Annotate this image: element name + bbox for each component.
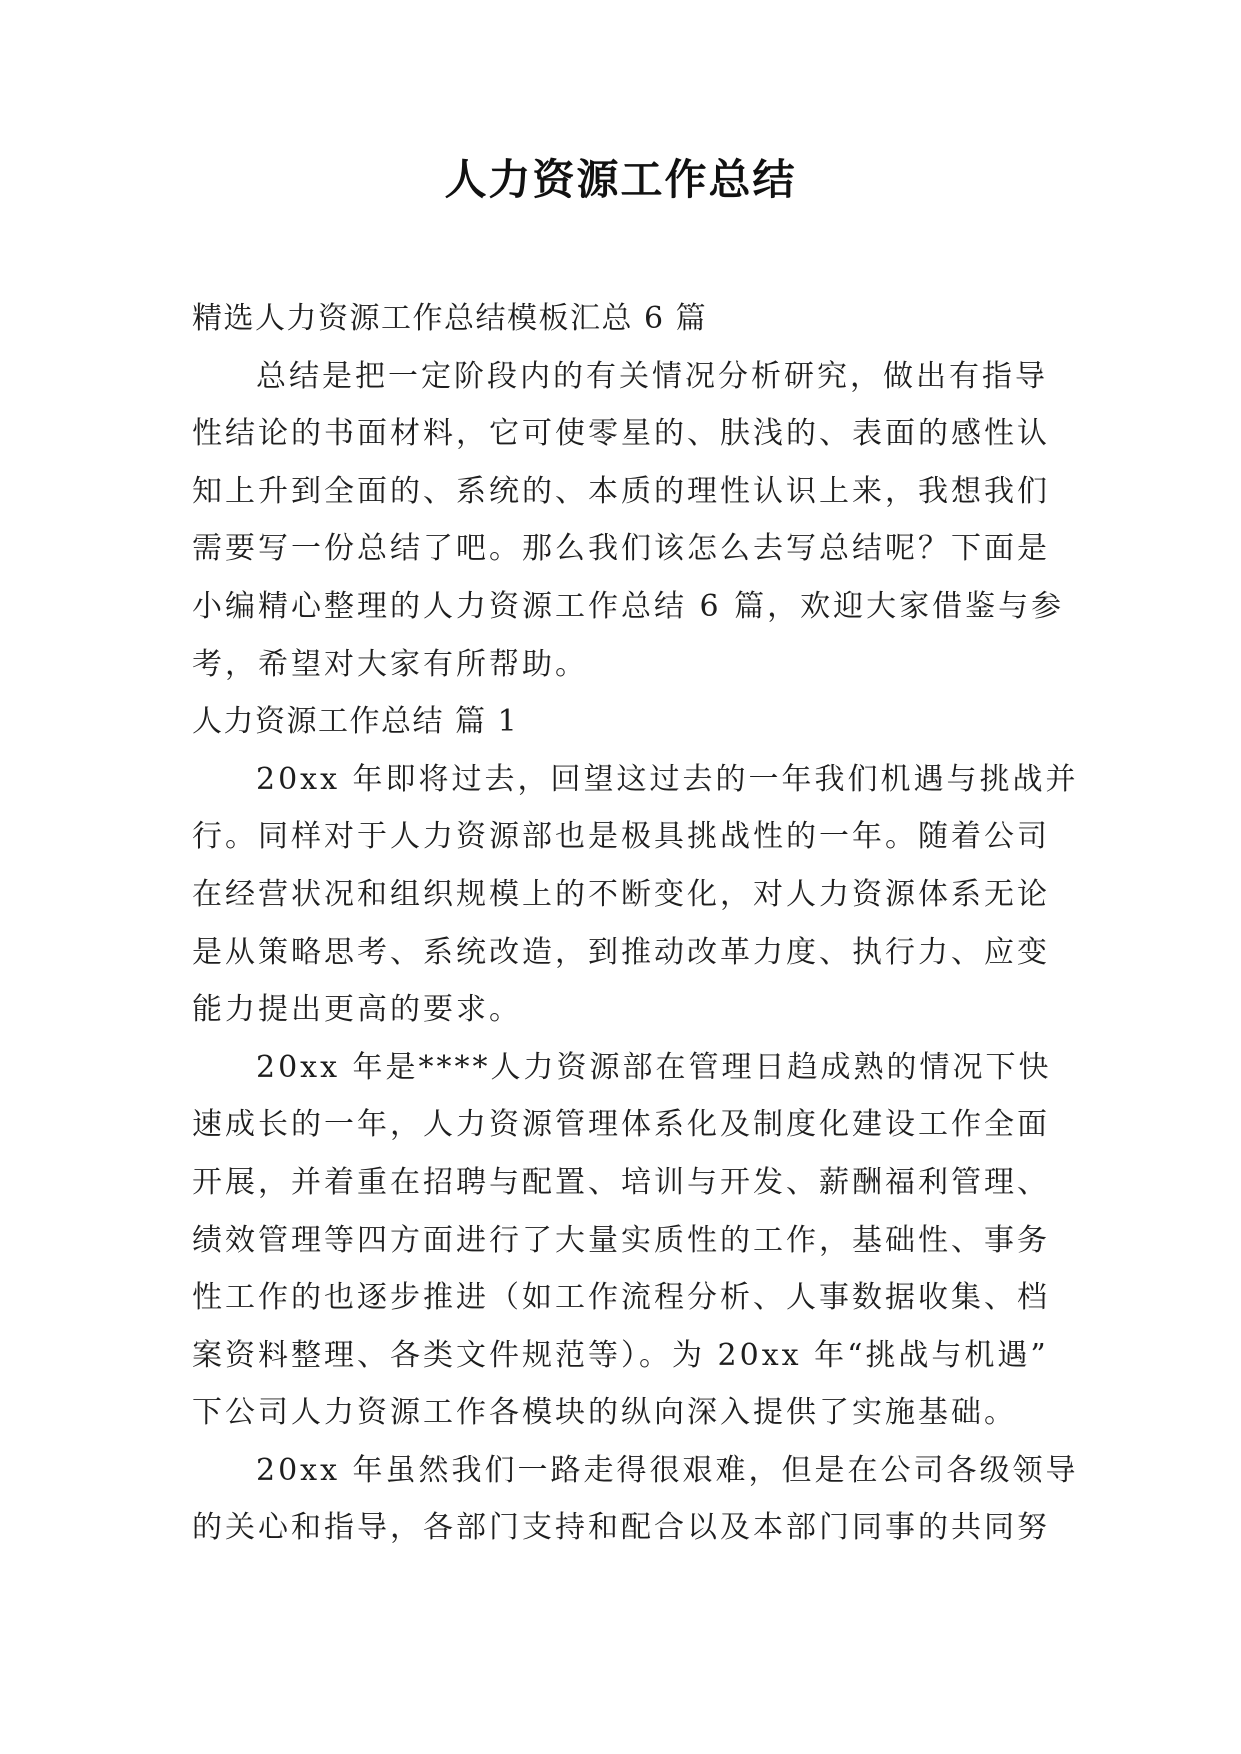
paragraph-line: 20xx 年是****人力资源部在管理日趋成熟的情况下快: [256, 1049, 1052, 1085]
paragraph-line: 20xx 年即将过去，回望这过去的一年我们机遇与挑战并: [256, 761, 1079, 797]
paragraph-line: 性工作的也逐步推进（如工作流程分析、人事数据收集、档: [192, 1280, 1050, 1316]
paragraph-line: 需要写一份总结了吧。那么我们该怎么去写总结呢？下面是: [192, 531, 1050, 567]
paragraph-line: 速成长的一年，人力资源管理体系化及制度化建设工作全面: [192, 1107, 1050, 1143]
paragraph-line: 绩效管理等四方面进行了大量实质性的工作，基础性、事务: [192, 1222, 1050, 1258]
document-body: [192, 290, 1079, 1557]
paragraph-line: 开展，并着重在招聘与配置、培训与开发、薪酬福利管理、: [192, 1164, 1050, 1200]
section-heading: 人力资源工作总结 篇 1: [192, 704, 519, 740]
paragraph-line: 能力提出更高的要求。: [192, 992, 522, 1028]
paragraph-line: 是从策略思考、系统改造，到推动改革力度、执行力、应变: [192, 934, 1050, 970]
paragraph-line: 性结论的书面材料，它可使零星的、肤浅的、表面的感性认: [192, 416, 1050, 452]
paragraph-line: 案资料整理、各类文件规范等）。为 20xx 年“挑战与机遇”: [192, 1337, 1049, 1373]
paragraph-line: 考，希望对大家有所帮助。: [192, 646, 588, 682]
document-title: 人力资源工作总结: [444, 155, 797, 204]
paragraph-line: 小编精心整理的人力资源工作总结 6 篇，欢迎大家借鉴与参: [192, 588, 1065, 624]
paragraph-line: 下公司人力资源工作各模块的纵向深入提供了实施基础。: [192, 1395, 1017, 1431]
paragraph-line: 20xx 年虽然我们一路走得很艰难，但是在公司各级领导: [256, 1452, 1079, 1488]
section-heading: 精选人力资源工作总结模板汇总 6 篇: [192, 301, 708, 336]
paragraph-line: 的关心和指导，各部门支持和配合以及本部门同事的共同努: [192, 1510, 1050, 1546]
paragraph-line: 行。同样对于人力资源部也是极具挑战性的一年。随着公司: [192, 819, 1050, 855]
paragraph-line: 在经营状况和组织规模上的不断变化，对人力资源体系无论: [192, 876, 1050, 912]
paragraph-line: 总结是把一定阶段内的有关情况分析研究，做出有指导: [256, 358, 1048, 394]
paragraph-line: 知上升到全面的、系统的、本质的理性认识上来，我想我们: [192, 473, 1050, 509]
